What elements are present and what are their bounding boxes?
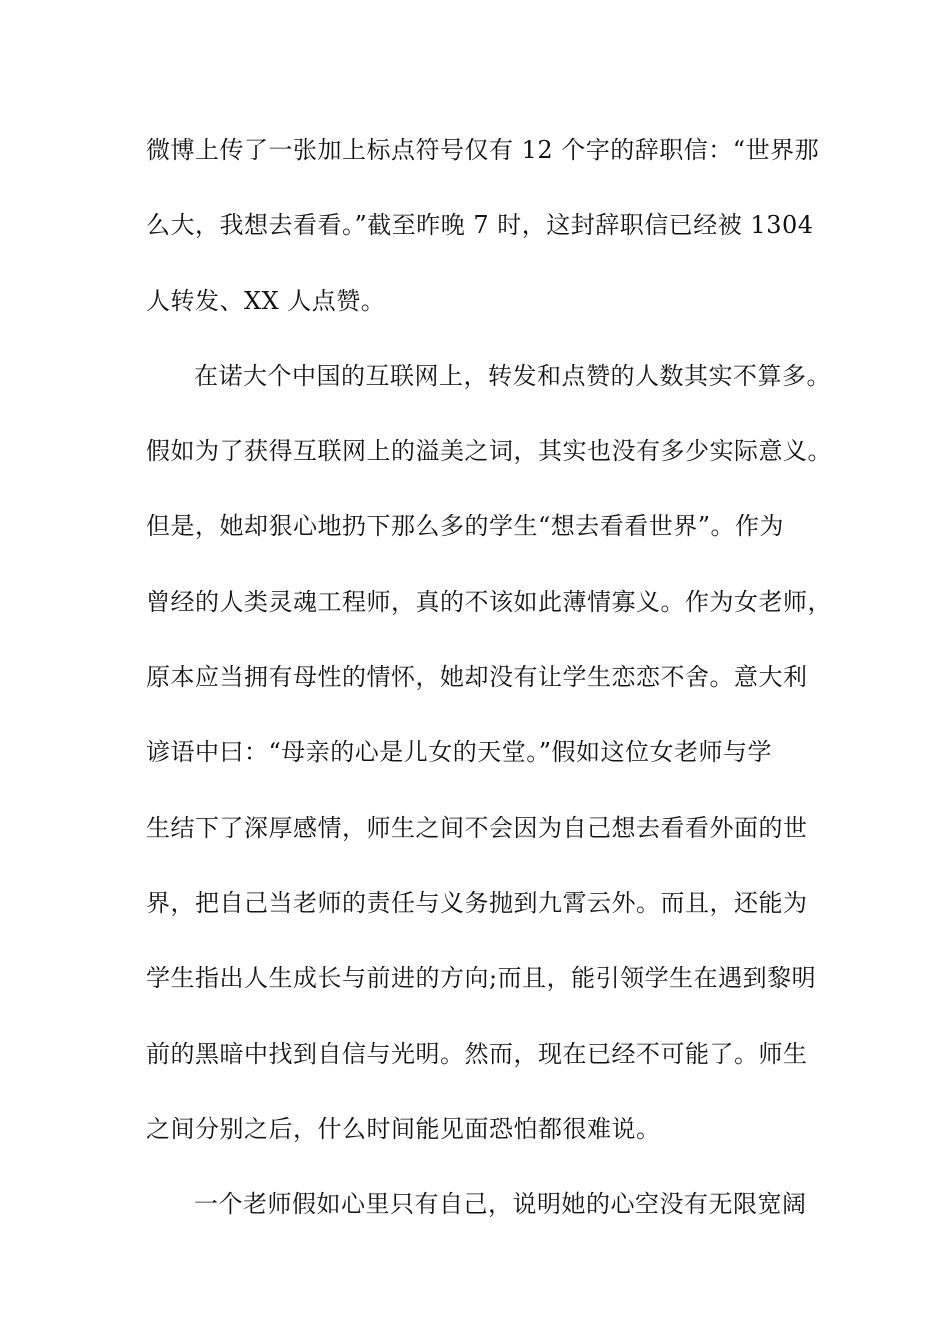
text-line: 前的黑暗中找到自信与光明。然而，现在已经不可能了。师生: [146, 1039, 808, 1068]
text-line: 微博上传了一张加上标点符号仅有 12 个字的辞职信：“世界那: [146, 136, 820, 164]
paragraph-first-line: 一个老师假如心里只有自己，说明她的心空没有无限宽阔: [194, 1190, 807, 1219]
text-line: 假如为了获得互联网上的溢美之词，其实也没有多少实际意义。: [146, 437, 832, 466]
text-line: 人转发、XX 人点赞。: [146, 286, 386, 315]
text-line: 原本应当拥有母性的情怀，她却没有让学生恋恋不舍。意大利: [146, 663, 808, 692]
text-line: 生结下了深厚感情，师生之间不会因为自己想去看看外面的世: [146, 813, 808, 842]
text-line: 学生指出人生成长与前进的方向;而且，能引领学生在遇到黎明: [146, 964, 817, 993]
text-line: 么大，我想去看看。”截至昨晚 7 时，这封辞职信已经被 1304: [146, 211, 814, 240]
paragraph-first-line: 在诺大个中国的互联网上，转发和点赞的人数其实不算多。: [194, 361, 831, 390]
text-line: 之间分别之后，什么时间能见面恐怕都很难说。: [146, 1114, 661, 1143]
text-line: 但是，她却狠心地扔下那么多的学生“想去看看世界”。作为: [146, 512, 785, 541]
text-line: 曾经的人类灵魂工程师，真的不该如此薄情寡义。作为女老师，: [146, 587, 832, 616]
document-body: [146, 130, 832, 1259]
text-line: 界，把自己当老师的责任与义务抛到九霄云外。而且，还能为: [146, 888, 808, 917]
text-line: 谚语中曰：“母亲的心是儿女的天堂。”假如这位女老师与学: [146, 738, 773, 767]
